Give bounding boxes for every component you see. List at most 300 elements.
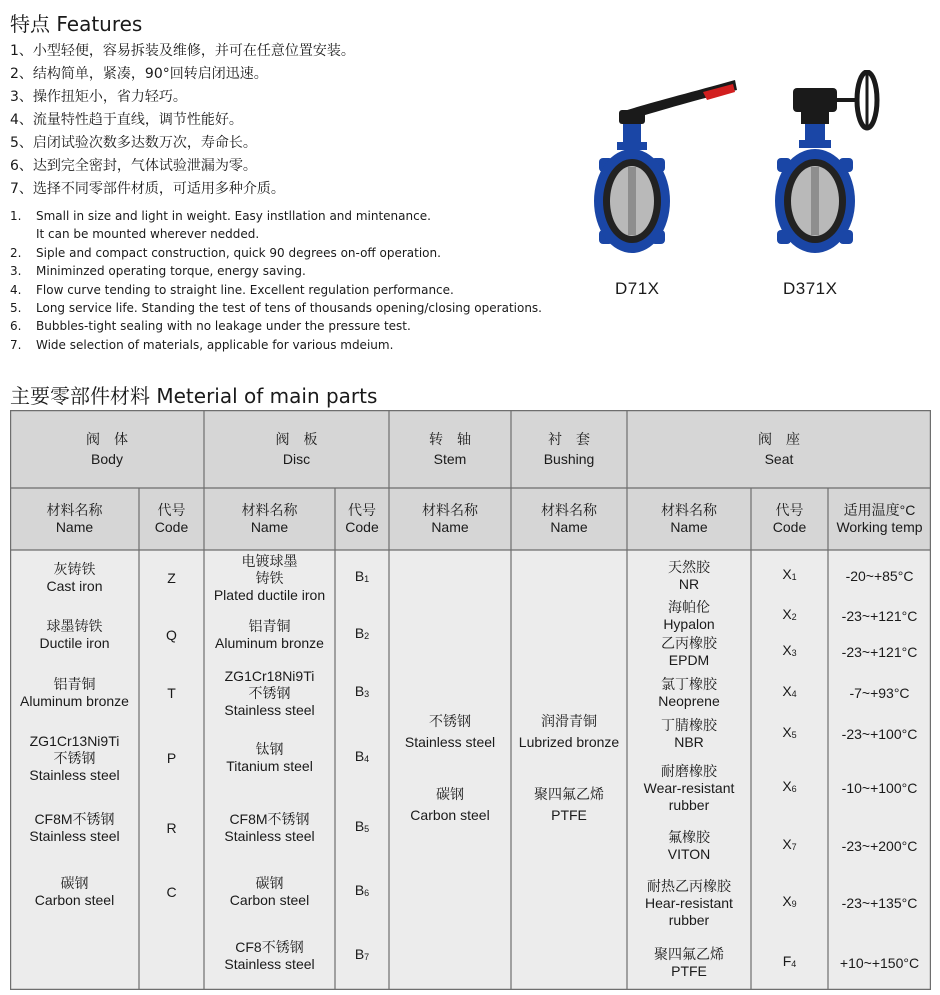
seat-temp-value: -23~+200°C [841, 837, 918, 854]
bushing-material-cn: 润滑青铜 [541, 713, 597, 729]
group-header-stem-text [429, 431, 471, 468]
feature-en-item [10, 262, 542, 280]
code-subscript: 3 [791, 648, 797, 658]
disc-material-cn: CF8不锈钢 [235, 939, 304, 955]
code-subscript: 5 [364, 824, 370, 834]
feature-en-item [10, 207, 542, 225]
body-material-en: Cast iron [46, 578, 103, 594]
subheader-name [511, 488, 627, 550]
disc-material-name-text [215, 618, 324, 652]
seat-material-name-text [645, 878, 733, 929]
seat-material-code [751, 632, 828, 672]
seat-material-en: EPDM [668, 652, 710, 668]
seat-material-name [627, 936, 751, 990]
group-header-en: Seat [764, 450, 794, 467]
subheader-en: Code [772, 519, 807, 535]
disc-material-code-text [355, 683, 369, 703]
body-material-code-text [167, 750, 176, 767]
disc-material-en: Stainless steel [224, 701, 315, 718]
body-material-code-text [166, 820, 176, 837]
seat-material-code [751, 552, 828, 600]
seat-temp-value: -7~+93°C [849, 684, 910, 701]
disc-material-cn: 铸铁 [255, 569, 284, 586]
disc-material-en: Titanium steel [226, 758, 313, 774]
subheader-name [204, 488, 335, 550]
disc-material-code-text [355, 818, 369, 838]
seat-material-cn: 氟橡胶 [668, 829, 710, 845]
feature-en-num: 3. [10, 264, 22, 279]
feature-en-text: Bubbles-tight sealing with no leakage under the pressure test. [36, 319, 411, 334]
group-header-disc-text [276, 431, 318, 468]
body-material-name-text [35, 875, 114, 909]
disc-material-name [204, 862, 335, 922]
product-label-d71x: D71X [615, 279, 660, 298]
disc-material-code-text [355, 568, 369, 588]
seat-working-temp-text [842, 608, 918, 625]
body-material-code [139, 606, 204, 664]
stem-material-en: Carbon steel [410, 807, 490, 823]
seat-material-code [751, 714, 828, 754]
group-header-body-text [86, 431, 128, 468]
body-material-cn: 碳钢 [60, 875, 89, 891]
group-header-body [10, 410, 204, 488]
subheader-en: Name [670, 519, 708, 535]
seat-material-name-text [658, 676, 720, 710]
code-value: B6 [354, 882, 370, 898]
feature-en-text: Miniminzed operating torque, energy saving. [36, 264, 306, 279]
seat-temp-value: -23~+135°C [841, 894, 918, 911]
disc-material-name-text [226, 741, 313, 775]
feature-en-item [10, 244, 542, 262]
seat-working-temp-text [846, 568, 914, 585]
feature-en-text: Wide selection of materials, applicable for various mdeium. [36, 337, 394, 352]
disc-material-cn: 铝青铜 [248, 618, 291, 634]
seat-material-name [627, 632, 751, 672]
body-material-name [10, 664, 139, 722]
feature-en-text: Flow curve tending to straight line. Excellent regulation performance. [36, 282, 454, 297]
feature-cn-item: 4、流量特性趋于直线，调节性能好。 [10, 112, 243, 128]
seat-material-code-text [782, 724, 796, 744]
body-material-code [139, 862, 204, 922]
disc-material-cn1: 电镀球墨 [241, 552, 298, 569]
code-subscript: 4 [791, 959, 797, 969]
code-value: B1 [354, 568, 370, 584]
seat-working-temp-text [840, 955, 919, 972]
subheader-name-text [242, 502, 298, 536]
butterfly-valve-lever-image [585, 70, 745, 270]
code-value: X9 [782, 893, 797, 909]
seat-material-cn: 丁腈橡胶 [661, 717, 717, 733]
seat-material-name-text [668, 829, 711, 863]
seat-material-code-text [782, 836, 796, 856]
disc-material-name-text [230, 875, 309, 909]
code-value: X2 [782, 606, 797, 622]
body-material-code-text [167, 570, 176, 587]
seat-working-temp [828, 822, 931, 870]
group-header-disc [204, 410, 389, 488]
seat-material-code [751, 822, 828, 870]
body-material-code [139, 722, 204, 794]
feature-en-num: 4. [10, 282, 22, 297]
disc-material-name-text [224, 668, 314, 719]
seat-material-cn: 乙丙橡胶 [661, 635, 717, 651]
seat-material-code-text [782, 683, 796, 703]
subheader-en: Code [345, 519, 379, 535]
stem-material-name [389, 692, 511, 772]
disc-material-code-text [355, 748, 369, 768]
disc-material-code [335, 550, 389, 606]
code-value: X7 [782, 836, 797, 852]
stem-material-name [389, 772, 511, 838]
disc-material-en: Stainless steel [224, 828, 315, 844]
bushing-material-name [511, 772, 627, 838]
subheader-name [389, 488, 511, 550]
disc-material-cn: 碳钢 [255, 875, 284, 891]
feature-en-item [10, 336, 542, 354]
seat-working-temp [828, 672, 931, 714]
stem-material-cn: 不锈钢 [429, 713, 471, 729]
seat-material-en: PTFE [671, 963, 707, 979]
subheader-cn: 材料名称 [46, 502, 103, 518]
body-material-name [10, 550, 139, 606]
code-subscript: 4 [364, 754, 370, 764]
seat-working-temp [828, 714, 931, 754]
seat-material-code-text [782, 778, 796, 798]
disc-material-en: Plated ductile iron [213, 586, 326, 603]
disc-material-name [204, 606, 335, 664]
subheader-en: Code [154, 519, 189, 535]
seat-material-en: Hear-resistant [645, 894, 733, 911]
body-material-code [139, 550, 204, 606]
disc-material-en: Stainless steel [224, 956, 315, 972]
body-material-en: Aluminum bronze [20, 693, 129, 709]
code-value: Z [167, 569, 176, 586]
subheader-name-text [47, 502, 103, 536]
feature-en-item [10, 281, 542, 299]
seat-material-en2: rubber [668, 911, 710, 928]
feature-en-text: Siple and compact construction, quick 90 degrees on-off operation. [36, 245, 441, 260]
seat-working-temp [828, 754, 931, 822]
code-subscript: 5 [791, 730, 797, 740]
subheader-name [627, 488, 751, 550]
subheader-code-text [155, 502, 188, 536]
subheader-code [139, 488, 204, 550]
seat-material-name [627, 714, 751, 754]
seat-material-en: Hypalon [663, 616, 715, 632]
feature-en-num: 2. [10, 245, 22, 260]
group-header-stem [389, 410, 511, 488]
subheader-en: Name [55, 519, 94, 535]
code-value: F4 [782, 953, 797, 969]
feature-cn-item: 6、达到完全密封，气体试验泄漏为零。 [10, 158, 257, 174]
body-material-name-text [39, 618, 109, 652]
code-value: X3 [782, 642, 797, 658]
code-subscript: 6 [791, 784, 797, 794]
disc-material-name [204, 794, 335, 862]
feature-en-num: 6. [10, 319, 22, 334]
code-subscript: 4 [791, 689, 797, 699]
seat-working-temp-text [842, 895, 918, 912]
seat-material-cn: 聚四氟乙烯 [654, 946, 724, 962]
body-material-cn: CF8M不锈钢 [34, 811, 115, 827]
seat-working-temp-text [842, 780, 918, 797]
subheader-code [335, 488, 389, 550]
seat-material-name-text [663, 599, 714, 633]
subheader-temp [828, 488, 931, 550]
subheader-cn: 代号 [157, 502, 186, 518]
body-material-name [10, 862, 139, 922]
subheader-cn: 材料名称 [661, 502, 717, 518]
body-material-name-text [20, 676, 129, 710]
disc-material-code [335, 862, 389, 922]
disc-material-code [335, 664, 389, 722]
seat-material-code-text [782, 893, 796, 913]
seat-material-en: NBR [674, 734, 704, 750]
group-header-seat-text [758, 431, 800, 468]
disc-material-code-text [355, 946, 369, 966]
subheader-cn: 适用温度°C [843, 502, 916, 518]
seat-material-cn: 耐热乙丙橡胶 [646, 877, 731, 894]
seat-material-code-text [782, 566, 796, 586]
disc-material-code [335, 722, 389, 794]
body-material-en: Stainless steel [29, 828, 120, 844]
butterfly-valve-gear-image [755, 70, 885, 270]
code-value: R [166, 819, 177, 836]
seat-material-en: VITON [667, 846, 711, 862]
seat-material-name-text [661, 717, 717, 751]
seat-working-temp-text [842, 644, 918, 661]
body-material-en: Carbon steel [34, 892, 115, 908]
body-material-code-text [167, 685, 176, 702]
seat-material-cn: 氯丁橡胶 [661, 676, 717, 692]
subheader-name-text [422, 502, 478, 536]
seat-material-cn: 海帕伦 [668, 599, 710, 615]
code-subscript: 1 [791, 572, 797, 582]
seat-temp-value: -23~+100°C [841, 725, 918, 742]
feature-en-continuation: It can be mounted wherever nedded. [36, 227, 260, 242]
seat-material-cn: 耐磨橡胶 [661, 762, 717, 779]
code-value: B7 [354, 946, 370, 962]
disc-material-name-text [214, 553, 325, 604]
body-material-en: Stainless steel [29, 766, 120, 783]
seat-material-code-text [782, 642, 796, 662]
code-subscript: 2 [791, 612, 797, 622]
stem-material-cn: 碳钢 [435, 786, 464, 802]
seat-material-name [627, 552, 751, 600]
code-value: X6 [782, 778, 797, 794]
feature-en-num: 7. [10, 337, 22, 352]
code-value: C [166, 883, 177, 900]
disc-material-cn: CF8M不锈钢 [229, 811, 310, 827]
feature-en-item [10, 317, 542, 335]
feature-cn-item: 3、操作扭矩小，省力轻巧。 [10, 89, 187, 105]
bushing-material-name-text [534, 786, 604, 824]
seat-working-temp [828, 552, 931, 600]
feature-cn-item: 2、结构简单，紧凑，90°回转启闭迅速。 [10, 66, 268, 82]
subheader-cn: 材料名称 [241, 502, 298, 518]
subheader-cn: 材料名称 [541, 502, 597, 518]
seat-working-temp [828, 936, 931, 990]
features-list-en [10, 207, 542, 354]
subheader-code-text [773, 502, 806, 536]
subheader-cn: 材料名称 [422, 502, 478, 518]
seat-working-temp [828, 870, 931, 936]
feature-en-num: 1. [10, 209, 22, 223]
disc-material-cn1: ZG1Cr18Ni9Ti [224, 667, 315, 684]
disc-material-name [204, 664, 335, 722]
seat-material-code [751, 936, 828, 990]
product-label-d371x: D371X [783, 279, 838, 298]
group-header-bushing-text [544, 431, 595, 468]
code-value: B3 [354, 683, 370, 699]
code-value: P [166, 749, 177, 766]
subheader-cn: 代号 [348, 502, 376, 518]
feature-en-num: 5. [10, 301, 22, 316]
group-header-bushing [511, 410, 627, 488]
group-header-seat [627, 410, 931, 488]
code-value: X5 [782, 724, 797, 740]
body-material-code [139, 794, 204, 862]
seat-material-name [627, 754, 751, 822]
disc-material-cn: 不锈钢 [248, 684, 291, 701]
features-title: 特点 Features [10, 12, 143, 36]
disc-material-name [204, 722, 335, 794]
body-material-name [10, 794, 139, 862]
body-material-name [10, 606, 139, 664]
subheader-name-text [661, 502, 717, 536]
seat-material-code-text [782, 606, 796, 626]
seat-material-code [751, 672, 828, 714]
seat-material-cn: 天然胶 [668, 559, 710, 575]
disc-material-en: Carbon steel [229, 892, 310, 908]
bushing-material-cn: 聚四氟乙烯 [534, 786, 604, 802]
disc-material-cn: 钛钢 [255, 741, 284, 757]
seat-material-name-text [654, 946, 724, 980]
materials-title: 主要零部件材料 Meterial of main parts [10, 384, 378, 408]
materials-table [10, 410, 931, 990]
feature-cn-item: 5、启闭试验次数多达数万次，寿命长。 [10, 135, 257, 151]
code-value: X4 [782, 683, 797, 699]
disc-material-code [335, 606, 389, 664]
code-subscript: 9 [791, 899, 797, 909]
seat-working-temp-text [842, 726, 918, 743]
group-header-cn: 转 轴 [429, 430, 471, 447]
seat-material-name [627, 870, 751, 936]
group-header-cn: 衬 套 [548, 430, 590, 447]
seat-material-en: Wear-resistant [643, 779, 735, 796]
bushing-material-name-text [519, 713, 619, 751]
disc-material-code-text [355, 882, 369, 902]
group-header-en: Body [91, 450, 123, 467]
subheader-code-text [345, 502, 378, 536]
disc-material-code-text [355, 625, 369, 645]
disc-material-en: Aluminum bronze [215, 635, 324, 651]
body-material-code [139, 664, 204, 722]
feature-en-text: Small in size and light in weight. Easy instllation and mintenance. [36, 209, 431, 223]
code-subscript: 1 [364, 574, 370, 584]
disc-material-name-text [224, 811, 314, 845]
code-subscript: 3 [364, 689, 370, 699]
seat-working-temp-text [849, 685, 909, 702]
seat-material-code [751, 870, 828, 936]
body-material-en: Ductile iron [39, 635, 110, 651]
subheader-en: Working temp [836, 519, 923, 535]
feature-cn-item: 7、选择不同零部件材质，可适用多种介质。 [10, 181, 285, 197]
stem-material-name-text [405, 713, 495, 751]
subheader-en: Name [250, 519, 289, 535]
seat-working-temp-text [842, 838, 918, 855]
disc-material-name [204, 922, 335, 990]
group-header-cn: 阀 体 [86, 430, 128, 447]
body-material-name-text [29, 733, 119, 784]
features-list-cn [10, 40, 355, 201]
feature-en-item [10, 299, 542, 317]
code-subscript: 7 [791, 842, 797, 852]
bushing-material-en: PTFE [551, 807, 587, 823]
subheader-name-text [541, 502, 597, 536]
seat-material-name [627, 600, 751, 632]
body-material-cn: 灰铸铁 [53, 561, 96, 577]
seat-material-code [751, 754, 828, 822]
feature-cn-item: 1、小型轻便，容易拆装及维修，并可在任意位置安装。 [10, 43, 355, 59]
code-value: Q [166, 626, 177, 643]
seat-temp-value: -20~+85°C [845, 567, 914, 584]
seat-material-name-text [661, 635, 717, 669]
stem-material-en: Stainless steel [404, 734, 496, 750]
seat-material-name [627, 822, 751, 870]
code-value: T [167, 684, 176, 701]
seat-material-code-text [783, 953, 797, 973]
seat-temp-value: +10~+150°C [839, 954, 920, 971]
body-material-name [10, 722, 139, 794]
code-value: X1 [782, 566, 797, 582]
disc-material-code [335, 794, 389, 862]
subheader-temp-text [836, 502, 922, 536]
body-material-cn: 球墨铸铁 [46, 618, 103, 634]
body-material-cn: 铝青铜 [53, 676, 96, 692]
seat-working-temp [828, 632, 931, 672]
seat-material-en2: rubber [668, 796, 710, 813]
seat-working-temp [828, 600, 931, 632]
code-subscript: 6 [364, 888, 370, 898]
seat-temp-value: -23~+121°C [841, 607, 918, 624]
body-material-name-text [46, 561, 102, 595]
group-header-cn: 阀 板 [275, 430, 318, 447]
bushing-material-en: Lubrized bronze [518, 734, 620, 750]
group-header-en: Disc [282, 450, 311, 467]
subheader-name [10, 488, 139, 550]
seat-material-code [751, 600, 828, 632]
bushing-material-name [511, 692, 627, 772]
subheader-cn: 代号 [775, 502, 804, 518]
disc-material-name [204, 550, 335, 606]
group-header-en: Bushing [543, 450, 595, 467]
code-value: B2 [354, 625, 370, 641]
body-material-code-text [166, 627, 177, 644]
subheader-code [751, 488, 828, 550]
body-material-cn1: ZG1Cr13Ni9Ti [29, 732, 120, 749]
disc-material-code [335, 922, 389, 990]
group-header-cn: 阀 座 [758, 430, 800, 447]
body-material-cn: 不锈钢 [53, 749, 96, 766]
group-header-en: Stem [433, 450, 467, 467]
stem-material-name-text [410, 786, 489, 824]
seat-material-name-text [644, 763, 735, 814]
code-value: B4 [354, 748, 370, 764]
seat-material-en: NR [678, 576, 700, 592]
code-subscript: 7 [364, 952, 370, 962]
body-material-code-text [166, 884, 176, 901]
